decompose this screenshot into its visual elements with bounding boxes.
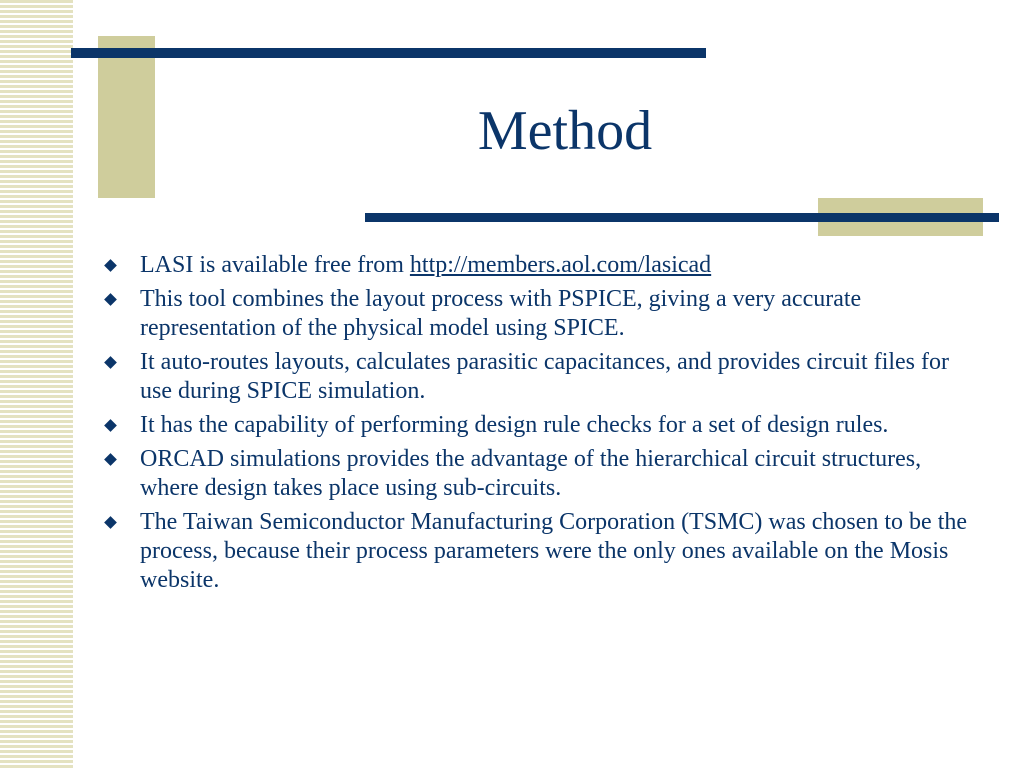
diamond-bullet-icon — [104, 516, 117, 529]
decorative-stripes — [0, 0, 73, 768]
diamond-bullet-icon — [104, 453, 117, 466]
decorative-navy-line-top — [71, 48, 706, 58]
bullet-item — [100, 251, 980, 280]
bullet-item — [100, 285, 980, 343]
bullet-text: This tool combines the layout process with PSPICE, giving a very accurate representation of the physical model using SPICE. — [140, 286, 862, 341]
diamond-bullet-icon — [104, 259, 117, 272]
bullet-list — [100, 251, 980, 600]
diamond-bullet-icon — [104, 419, 117, 432]
bullet-text: It has the capability of performing design rule checks for a set of design rules. — [140, 412, 889, 438]
diamond-bullet-icon — [104, 356, 117, 369]
bullet-item — [100, 348, 980, 406]
bullet-text: LASI is available free from — [140, 252, 410, 278]
decorative-navy-line-bottom — [365, 213, 999, 222]
bullet-text: It auto-routes layouts, calculates parasitic capacitances, and provides circuit files for use during SPICE simulation. — [140, 349, 950, 404]
bullet-text: The Taiwan Semiconductor Manufacturing Corporation (TSMC) was chosen to be the process, because their process parameters were the only ones available on the Mosis website. — [140, 509, 968, 593]
bullet-item — [100, 411, 980, 440]
lasi-download-link[interactable]: http://members.aol.com/lasicad — [409, 252, 712, 278]
decorative-khaki-box-left — [98, 36, 155, 198]
bullet-item — [100, 508, 980, 595]
bullet-text: ORCAD simulations provides the advantage of the hierarchical circuit structures, where design takes place using sub-circuits. — [140, 446, 922, 501]
diamond-bullet-icon — [104, 293, 117, 306]
slide-title: Method — [477, 100, 653, 162]
bullet-item — [100, 445, 980, 503]
